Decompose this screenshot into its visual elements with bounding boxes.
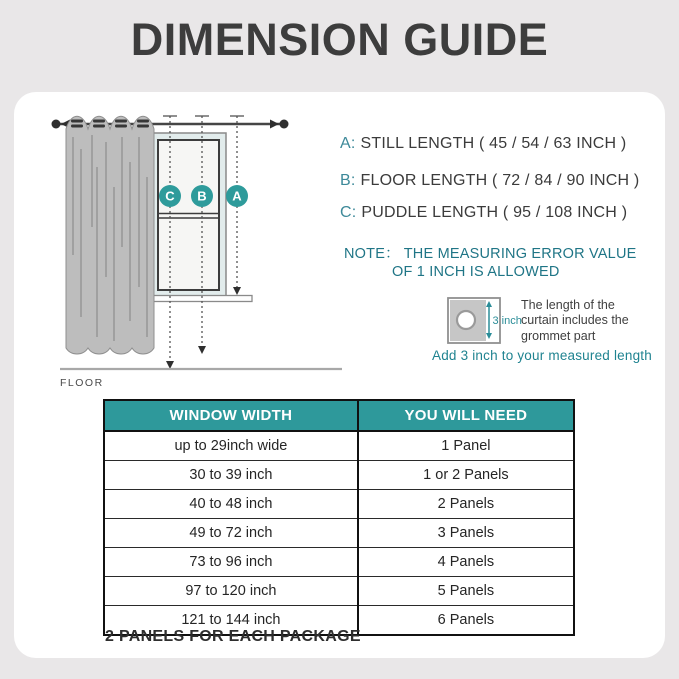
panels-cell: 2 Panels <box>358 490 574 519</box>
panel-size-table <box>103 399 575 636</box>
length-floor-letter: B: <box>340 172 356 189</box>
marker-c-label: C <box>165 188 175 204</box>
table-row <box>104 548 574 577</box>
window-width-cell: 49 to 72 inch <box>104 519 358 548</box>
grommet-ring-icon <box>457 311 475 329</box>
window-width-cell: 73 to 96 inch <box>104 548 358 577</box>
package-note: 2 PANELS FOR EACH PACKAGE <box>105 628 361 645</box>
grommet-description: The length of the curtain includes the grommet part <box>521 298 629 343</box>
panels-cell: 5 Panels <box>358 577 574 606</box>
note-line1 <box>344 242 637 263</box>
marker-b <box>191 185 213 207</box>
note-line2 <box>392 264 560 280</box>
panels-cell: 1 Panel <box>358 431 574 461</box>
table-row <box>104 490 574 519</box>
note-label: NOTE： <box>344 246 400 262</box>
grommet-measure-label: 3 inch <box>492 315 522 327</box>
length-still <box>340 135 626 153</box>
window-width-cell: up to 29inch wide <box>104 431 358 461</box>
floor <box>60 369 342 389</box>
window-width-cell: 97 to 120 inch <box>104 577 358 606</box>
length-puddle-text: PUDDLE LENGTH ( 95 / 108 INCH ) <box>361 204 628 221</box>
panels-cell: 6 Panels <box>358 606 574 636</box>
window <box>152 133 226 296</box>
note-text2: OF 1 INCH IS ALLOWED <box>392 264 560 280</box>
table-header-row <box>104 400 574 431</box>
curtain-panel <box>66 116 154 354</box>
panels-cell: 4 Panels <box>358 548 574 577</box>
length-still-letter: A: <box>340 135 356 152</box>
floor-label: FLOOR <box>60 377 104 389</box>
length-floor-text: FLOOR LENGTH ( 72 / 84 / 90 INCH ) <box>360 172 640 189</box>
table-row <box>104 577 574 606</box>
page-title: DIMENSION GUIDE <box>130 14 549 65</box>
marker-a <box>226 185 248 207</box>
marker-b-label: B <box>197 188 207 204</box>
marker-a-label: A <box>232 188 242 204</box>
window-width-cell: 30 to 39 inch <box>104 461 358 490</box>
table-row <box>104 461 574 490</box>
length-still-text: STILL LENGTH ( 45 / 54 / 63 INCH ) <box>360 135 627 152</box>
panels-cell: 3 Panels <box>358 519 574 548</box>
length-puddle <box>340 204 627 222</box>
window-sill <box>150 296 252 302</box>
marker-c <box>159 185 181 207</box>
length-puddle-letter: C: <box>340 204 357 221</box>
grommet-tip: Add 3 inch to your measured length <box>432 348 652 363</box>
table-row <box>104 519 574 548</box>
length-floor <box>340 172 639 190</box>
curtain-diagram <box>40 105 350 395</box>
header-you-will-need: YOU WILL NEED <box>358 400 574 431</box>
guide-card <box>14 92 665 658</box>
header-window-width: WINDOW WIDTH <box>104 400 358 431</box>
panels-cell: 1 or 2 Panels <box>358 461 574 490</box>
note-text1: THE MEASURING ERROR VALUE <box>403 246 637 262</box>
window-width-cell: 40 to 48 inch <box>104 490 358 519</box>
window-width-cell: 121 to 144 inch <box>104 606 358 636</box>
table-row <box>104 431 574 461</box>
